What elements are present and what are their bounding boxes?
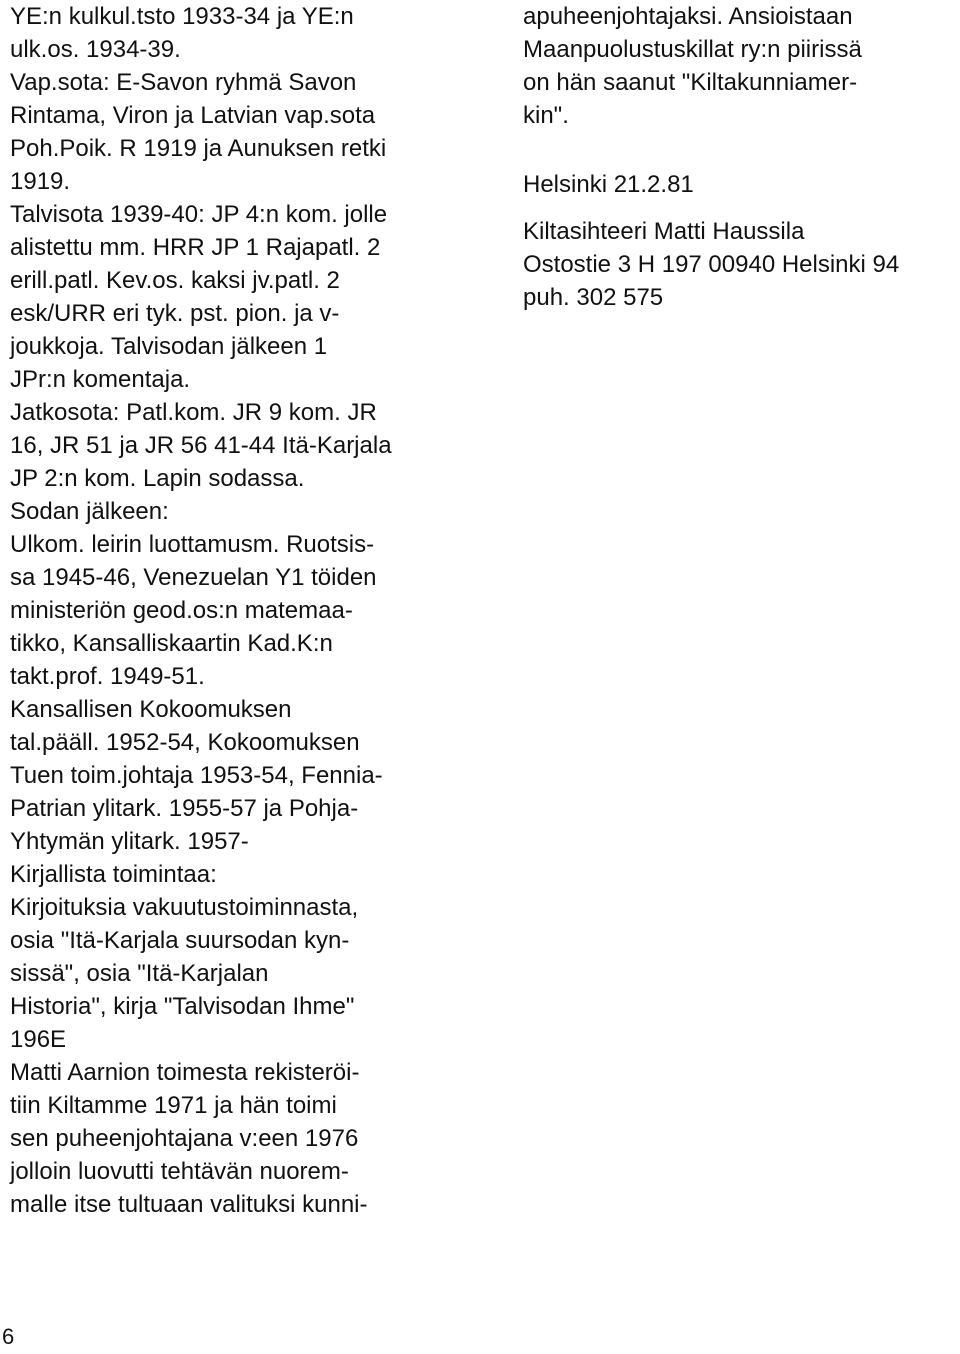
text-line: sissä", osia "Itä-Karjalan: [10, 960, 269, 987]
text-line: tal.pääll. 1952-54, Kokoomuksen: [10, 729, 360, 756]
text-line: Talvisota 1939-40: JP 4:n kom. jolle: [10, 201, 388, 228]
signature-address: Ostostie 3 H 197 00940 Helsinki 94: [523, 251, 900, 278]
text-line: apuheenjohtajaksi. Ansioistaan: [523, 3, 853, 30]
text-line: Ulkom. leirin luottamusm. Ruotsis-: [10, 531, 375, 558]
text-line: malle itse tultuaan valituksi kunni-: [10, 1191, 368, 1218]
text-line: 196E: [10, 1026, 67, 1053]
text-line: sen puheenjohtajana v:een 1976: [10, 1125, 359, 1152]
signature-phone: puh. 302 575: [523, 284, 664, 311]
date-line: Helsinki 21.2.81: [523, 171, 694, 198]
text-line: Rintama, Viron ja Latvian vap.sota: [10, 102, 376, 129]
text-line: kin".: [523, 102, 569, 129]
left-text-column: [10, 0, 450, 1221]
text-line: Patrian ylitark. 1955-57 ja Pohja-: [10, 795, 359, 822]
signature-name: Kiltasihteeri Matti Haussila: [523, 218, 805, 245]
text-line: tiin Kiltamme 1971 ja hän toimi: [10, 1092, 337, 1119]
text-line: YE:n kulkul.tsto 1933-34 ja YE:n: [10, 3, 354, 30]
text-line: Historia", kirja "Talvisodan Ihme": [10, 993, 355, 1020]
spacer: [523, 201, 960, 215]
text-line: Maanpuolustuskillat ry:n piirissä: [523, 36, 862, 63]
text-line: JP 2:n kom. Lapin sodassa.: [10, 465, 305, 492]
text-line: Tuen toim.johtaja 1953-54, Fennia-: [10, 762, 383, 789]
text-line: tikko, Kansalliskaartin Kad.K:n: [10, 630, 333, 657]
text-line: Matti Aarnion toimesta rekisteröi-: [10, 1059, 360, 1086]
text-line: Poh.Poik. R 1919 ja Aunuksen retki: [10, 135, 387, 162]
text-line: Kirjoituksia vakuutustoiminnasta,: [10, 894, 359, 921]
spacer: [523, 132, 960, 168]
text-line: Kansallisen Kokoomuksen: [10, 696, 292, 723]
text-line: Yhtymän ylitark. 1957-: [10, 828, 249, 855]
text-line: ministeriön geod.os:n matemaa-: [10, 597, 353, 624]
text-line: 1919.: [10, 168, 71, 195]
text-line: esk/URR eri tyk. pst. pion. ja v-: [10, 300, 340, 327]
text-line: 16, JR 51 ja JR 56 41-44 Itä-Karjala: [10, 432, 392, 459]
text-line: Vap.sota: E-Savon ryhmä Savon: [10, 69, 357, 96]
text-line: ulk.os. 1934-39.: [10, 36, 181, 63]
text-line: JPr:n komentaja.: [10, 366, 191, 393]
text-line: takt.prof. 1949-51.: [10, 663, 205, 690]
text-line: Kirjallista toimintaa:: [10, 861, 217, 888]
text-line: alistettu mm. HRR JP 1 Rajapatl. 2: [10, 234, 381, 261]
page-number: 6: [2, 1324, 15, 1349]
text-line: Jatkosota: Patl.kom. JR 9 kom. JR: [10, 399, 377, 426]
text-line: joukkoja. Talvisodan jälkeen 1: [10, 333, 328, 360]
text-line: sa 1945-46, Venezuelan Y1 töiden: [10, 564, 377, 591]
text-line: erill.patl. Kev.os. kaksi jv.patl. 2: [10, 267, 340, 294]
text-line: osia "Itä-Karjala suursodan kyn-: [10, 927, 350, 954]
text-line: Sodan jälkeen:: [10, 498, 169, 525]
right-text-column: [523, 0, 960, 314]
text-line: jolloin luovutti tehtävän nuorem-: [10, 1158, 349, 1185]
text-line: on hän saanut "Kiltakunniamer-: [523, 69, 858, 96]
